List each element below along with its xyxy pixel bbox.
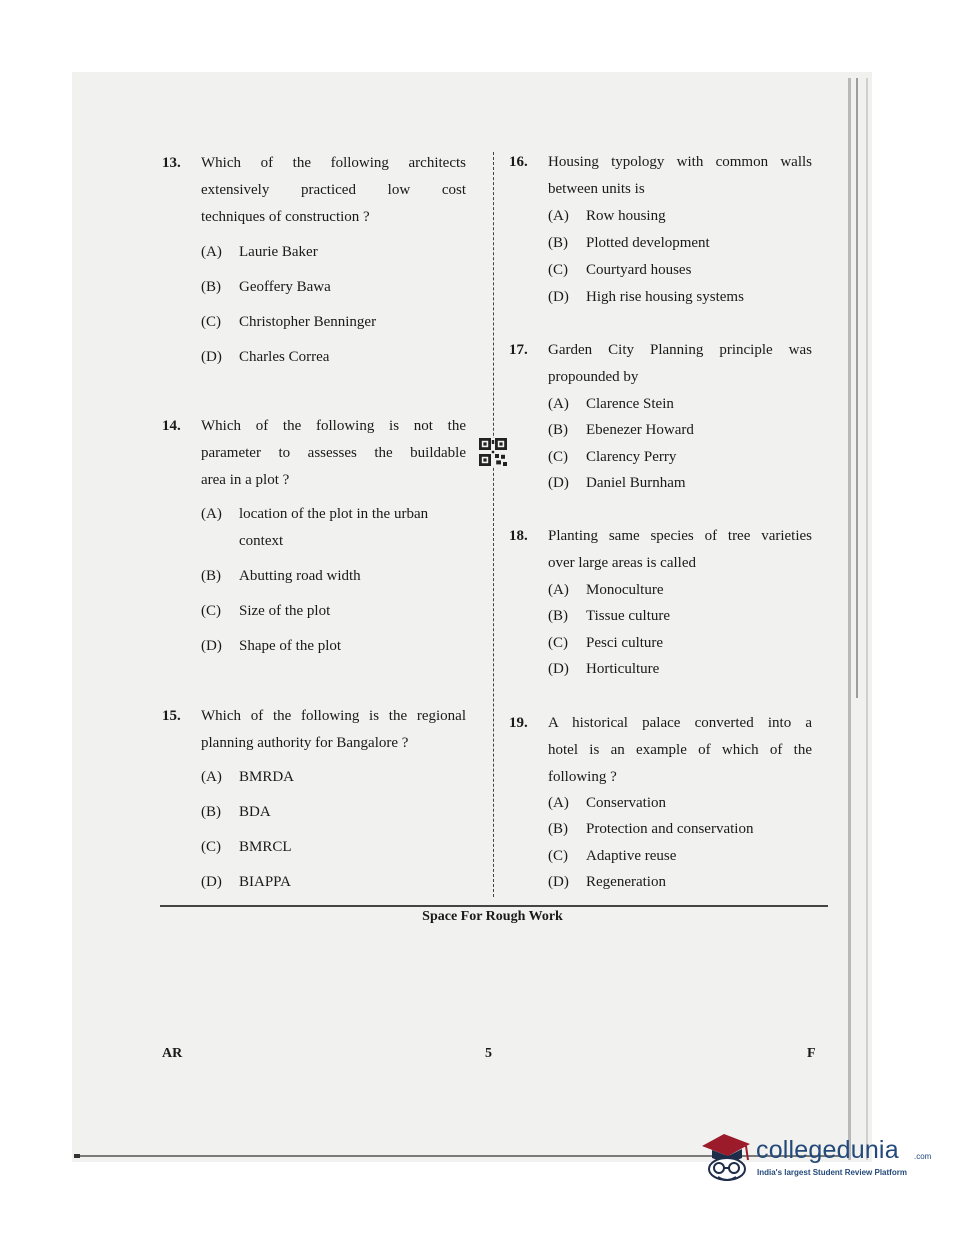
question-line: hotel is an example of which of the — [548, 742, 812, 758]
collegedunia-watermark — [698, 1128, 932, 1188]
option-label: (B) — [548, 235, 568, 251]
question-line: Garden City Planning principle was — [548, 342, 812, 358]
question-text — [201, 703, 466, 757]
option-d — [201, 344, 329, 371]
question-number: 15. — [162, 708, 181, 724]
option-a — [548, 203, 666, 230]
rough-work-label: Space For Rough Work — [422, 909, 563, 924]
option-label: (B) — [201, 804, 221, 820]
question-line: Which of the following is the regional — [201, 708, 466, 724]
question-line: between units is — [548, 181, 645, 197]
question-17 — [509, 337, 814, 507]
rough-work-divider — [160, 905, 828, 907]
option-a — [548, 790, 666, 817]
question-number: 19. — [509, 715, 528, 731]
option-d — [548, 656, 659, 683]
brand-tagline: India's largest Student Review Platform — [757, 1168, 907, 1177]
option-label: (C) — [201, 314, 221, 330]
option-text: Protection and conservation — [586, 821, 754, 837]
question-line: Which of the following architects — [201, 155, 466, 171]
option-text: Horticulture — [586, 661, 660, 677]
scan-edge — [848, 78, 851, 1160]
question-text — [548, 523, 812, 577]
question-number: 13. — [162, 155, 181, 171]
option-text — [239, 501, 428, 555]
question-line: Planting same species of tree varieties — [548, 528, 812, 544]
option-label: (A) — [548, 582, 569, 598]
option-label: (A) — [548, 795, 569, 811]
option-label: (D) — [201, 874, 222, 890]
option-text: Courtyard houses — [586, 262, 692, 278]
option-label: (D) — [548, 661, 569, 677]
option-text: Conservation — [586, 795, 666, 811]
option-label: (D) — [201, 349, 222, 365]
question-16 — [509, 149, 814, 319]
qr-code-icon — [479, 438, 507, 466]
question-number: 17. — [509, 342, 528, 358]
option-text-line: context — [239, 533, 284, 549]
option-text: Shape of the plot — [239, 638, 342, 654]
option-text: BDA — [239, 804, 271, 820]
option-label: (B) — [548, 608, 568, 624]
question-line: following ? — [548, 769, 617, 785]
question-line: propounded by — [548, 369, 639, 385]
question-number: 14. — [162, 418, 181, 434]
graduate-cap-face-icon — [698, 1128, 756, 1193]
question-text — [548, 710, 812, 791]
option-label: (A) — [548, 208, 569, 224]
question-text — [548, 337, 812, 391]
question-line: Which of the following is not the — [201, 418, 466, 434]
question-line: planning authority for Bangalore ? — [201, 735, 409, 751]
question-line: over large areas is called — [548, 555, 696, 571]
option-label: (C) — [548, 635, 568, 651]
question-line: parameter to assesses the buildable — [201, 445, 466, 461]
option-text: Regeneration — [586, 874, 666, 890]
option-b — [548, 417, 694, 444]
option-a — [201, 501, 428, 555]
option-text: Pesci culture — [586, 635, 664, 651]
option-text: Abutting road width — [239, 568, 361, 584]
option-b — [201, 274, 331, 301]
option-label: (B) — [201, 279, 221, 295]
option-text: Plotted development — [586, 235, 710, 251]
option-text: Size of the plot — [239, 603, 331, 619]
question-14 — [162, 413, 467, 663]
option-a — [201, 764, 294, 791]
option-label: (A) — [201, 769, 222, 785]
scan-edge — [856, 78, 858, 698]
option-text: Daniel Burnham — [586, 475, 686, 491]
option-d — [201, 869, 291, 896]
option-label: (B) — [201, 568, 221, 584]
footer-code: AR — [162, 1046, 183, 1061]
question-19 — [509, 710, 814, 900]
question-line: techniques of construction ? — [201, 209, 370, 225]
option-d — [201, 633, 341, 660]
option-c — [201, 309, 376, 336]
option-c — [548, 257, 691, 284]
option-text: BMRDA — [239, 769, 295, 785]
question-line: extensively practiced low cost — [201, 182, 466, 198]
option-label: (D) — [201, 638, 222, 654]
option-b — [201, 799, 271, 826]
question-line: A historical palace converted into a — [548, 715, 812, 731]
option-label: (A) — [201, 506, 222, 522]
option-label: (A) — [201, 244, 222, 260]
question-line: area in a plot ? — [201, 472, 290, 488]
option-text: BMRCL — [239, 839, 292, 855]
option-text: Tissue culture — [586, 608, 671, 624]
option-text: BIAPPA — [239, 874, 291, 890]
option-text: Laurie Baker — [239, 244, 318, 260]
option-text: Clarence Stein — [586, 396, 674, 412]
option-c — [548, 444, 676, 471]
option-c — [201, 598, 330, 625]
option-text: High rise housing systems — [586, 289, 744, 305]
option-label: (D) — [548, 475, 569, 491]
option-text: Clarency Perry — [586, 449, 677, 465]
option-label: (C) — [201, 603, 221, 619]
question-text — [201, 413, 466, 494]
option-label: (C) — [548, 449, 568, 465]
brand-suffix: .com — [914, 1152, 932, 1161]
option-a — [548, 577, 663, 604]
option-b — [201, 563, 361, 590]
option-b — [548, 816, 753, 843]
option-a — [201, 239, 318, 266]
question-13 — [162, 150, 467, 380]
option-label: (C) — [201, 839, 221, 855]
page-number: 5 — [485, 1046, 492, 1061]
option-label: (C) — [548, 848, 568, 864]
question-18 — [509, 523, 814, 693]
option-text: Monoculture — [586, 582, 664, 598]
question-number: 18. — [509, 528, 528, 544]
option-label: (A) — [548, 396, 569, 412]
option-d — [548, 869, 666, 896]
option-b — [548, 230, 710, 257]
option-text-line: location of the plot in the urban — [239, 506, 429, 522]
option-text: Charles Correa — [239, 349, 330, 365]
option-text: Row housing — [586, 208, 666, 224]
option-label: (C) — [548, 262, 568, 278]
option-d — [548, 284, 744, 311]
option-label: (D) — [548, 874, 569, 890]
option-d — [548, 470, 686, 497]
option-text: Christopher Benninger — [239, 314, 377, 330]
option-c — [548, 843, 676, 870]
question-line: Housing typology with common walls — [548, 154, 812, 170]
question-text — [201, 150, 466, 231]
column-divider — [493, 152, 494, 897]
option-b — [548, 603, 670, 630]
option-label: (B) — [548, 821, 568, 837]
brand-name: collegedunia — [756, 1136, 899, 1164]
option-label: (D) — [548, 289, 569, 305]
question-15 — [162, 703, 467, 903]
question-number: 16. — [509, 154, 528, 170]
option-label: (B) — [548, 422, 568, 438]
scan-edge — [866, 78, 868, 1160]
option-text: Geoffery Bawa — [239, 279, 331, 295]
scan-mark — [74, 1154, 80, 1158]
option-text: Adaptive reuse — [586, 848, 677, 864]
option-c — [201, 834, 292, 861]
option-text: Ebenezer Howard — [586, 422, 694, 438]
footer-version: F — [807, 1046, 816, 1061]
option-c — [548, 630, 663, 657]
option-a — [548, 391, 674, 418]
question-text — [548, 149, 812, 203]
